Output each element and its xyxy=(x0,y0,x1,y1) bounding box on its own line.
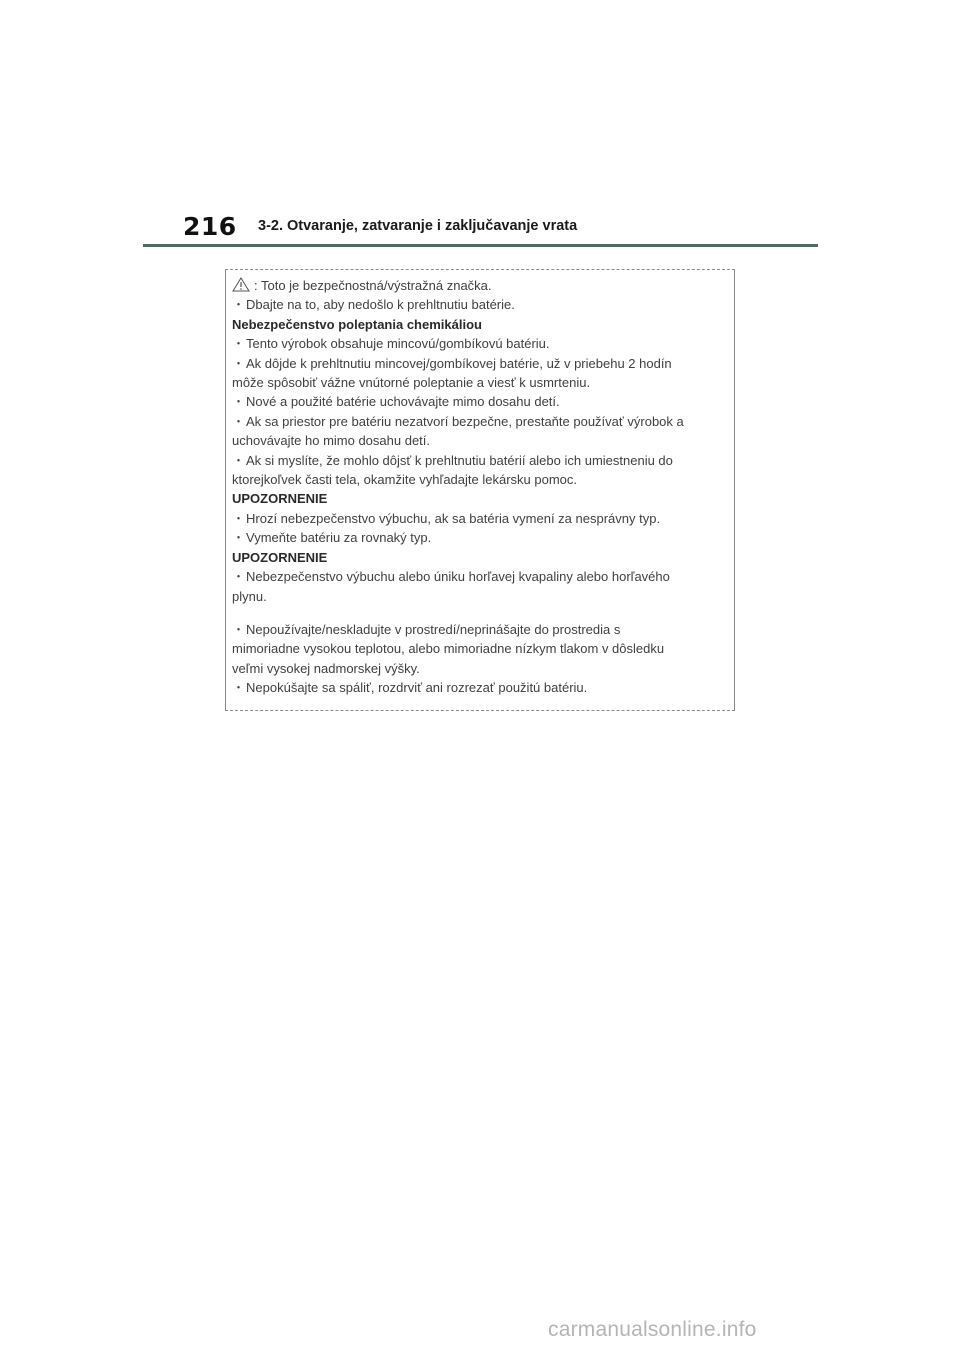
bullet: ・ xyxy=(232,413,246,429)
section-title: 3-2. Otvaranje, zatvaranje i zaključavanje vrata xyxy=(258,218,578,234)
paragraph-gap xyxy=(232,606,727,620)
bullet: ・ xyxy=(232,394,246,410)
list-item: ・Nepoužívajte/neskladujte v prostredí/neprinášajte do prostredia s xyxy=(232,621,621,637)
warning-triangle-icon xyxy=(232,277,250,292)
list-item: ・Nebezpečenstvo výbuchu alebo úniku horľavej kvapaliny alebo horľavého xyxy=(232,569,670,585)
list-item-continuation: plynu. xyxy=(232,588,267,604)
warning-symbol-text: : Toto je bezpečnostná/výstražná značka. xyxy=(254,278,492,293)
list-item-continuation: mimoriadne vysokou teplotou, alebo mimoriadne nízkym tlakom v dôsledku xyxy=(232,641,665,657)
list-item: ・Ak si myslíte, že mohlo dôjsť k prehltnutiu batérií alebo ich umiestneniu do xyxy=(232,452,673,468)
list-item: ・Ak dôjde k prehltnutiu mincovej/gombíkovej batérie, už v priebehu 2 hodín xyxy=(232,355,672,371)
bullet: ・ xyxy=(232,297,246,313)
list-item-continuation: ktorejkoľvek časti tela, okamžite vyhľadajte lekársku pomoc. xyxy=(232,472,578,488)
list-item: ・Nové a použité batérie uchovávajte mimo dosahu detí. xyxy=(232,394,560,410)
list-item: ・Vymeňte batériu za rovnaký typ. xyxy=(232,530,432,546)
list-item-continuation: veľmi vysokej nadmorskej výšky. xyxy=(232,660,420,676)
page-number: 216 xyxy=(183,212,237,241)
list-item: ・Hrozí nebezpečenstvo výbuchu, ak sa batéria vymení za nesprávny typ. xyxy=(232,510,661,526)
bullet: ・ xyxy=(232,355,246,371)
list-item: ・Ak sa priestor pre batériu nezatvorí bezpečne, prestaňte používať výrobok a xyxy=(232,413,684,429)
bullet: ・ xyxy=(232,530,246,546)
header-divider xyxy=(143,244,818,247)
list-item: ・Dbajte na to, aby nedošlo k prehltnutiu batérie. xyxy=(232,297,515,313)
bullet: ・ xyxy=(232,336,246,352)
bullet: ・ xyxy=(232,680,246,696)
list-item: ・Nepokúšajte sa spáliť, rozdrviť ani rozrezať použitú batériu. xyxy=(232,680,588,696)
bullet: ・ xyxy=(232,569,246,585)
list-item: ・Tento výrobok obsahuje mincovú/gombíkovú batériu. xyxy=(232,336,550,352)
watermark: carmanualsonline.info xyxy=(548,1318,757,1341)
warning-symbol-line xyxy=(232,276,727,295)
list-item-continuation: môže spôsobiť vážne vnútorné poleptanie a viesť k usmrteniu. xyxy=(232,375,591,391)
caution-heading: UPOZORNENIE xyxy=(232,491,328,507)
bullet: ・ xyxy=(232,621,246,637)
caution-heading: UPOZORNENIE xyxy=(232,549,328,565)
warning-notice-content xyxy=(232,276,727,698)
bullet: ・ xyxy=(232,452,246,468)
section-heading-chemical: Nebezpečenstvo poleptania chemikáliou xyxy=(232,316,482,332)
list-item-continuation: uchovávajte ho mimo dosahu detí. xyxy=(232,433,431,449)
bullet: ・ xyxy=(232,510,246,526)
